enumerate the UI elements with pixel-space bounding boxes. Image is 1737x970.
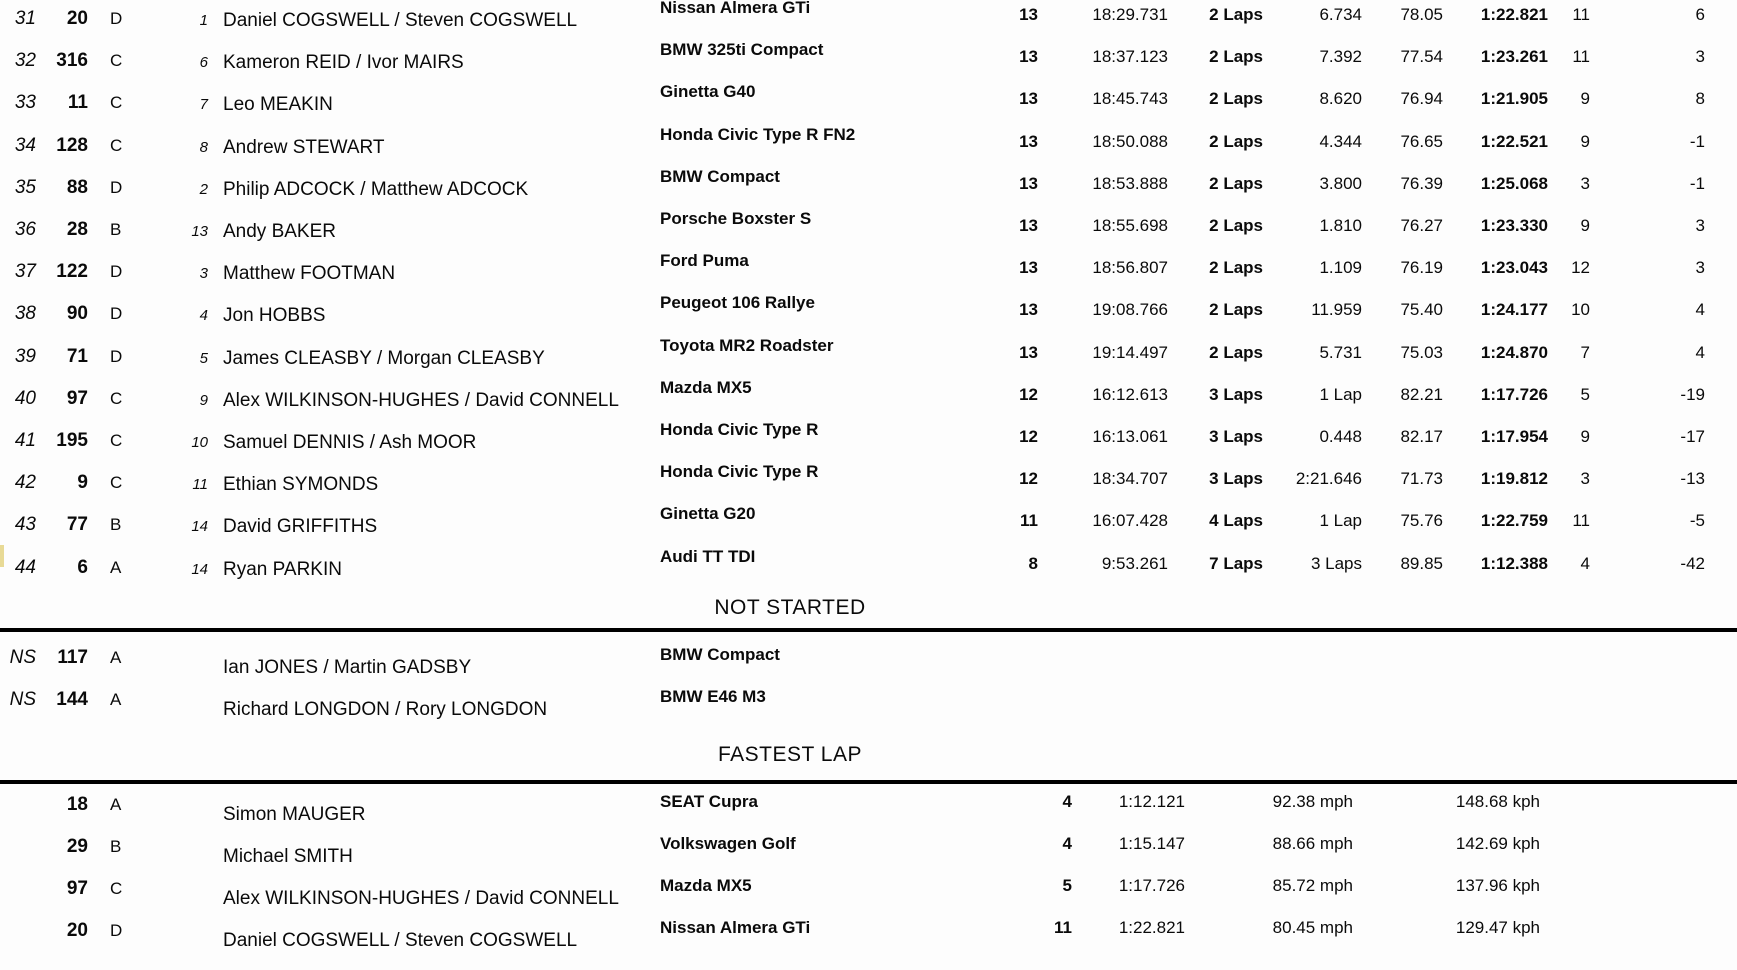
diff-cell: 1.810 [1319,216,1362,235]
class-cell: C [110,389,123,408]
laps-cell: 13 [1019,174,1038,193]
diff-cell: 3 Laps [1310,554,1362,573]
section-divider [0,628,1737,632]
gap-cell: 2 Laps [1209,174,1263,193]
best-lap-on-cell: 5 [1580,385,1590,404]
laps-cell: 12 [1019,385,1038,404]
best-lap-cell: 1:23.043 [1480,258,1548,277]
class-cell: C [110,93,123,112]
laps-cell: 11 [1020,511,1038,530]
laps-cell: 8 [1028,554,1038,573]
total-time-cell: 18:56.807 [1092,258,1168,277]
total-time-cell: 16:07.428 [1092,511,1168,530]
driver-cell: Richard LONGDON / Rory LONGDON [223,699,548,720]
position-cell: 32 [14,50,36,71]
driver-cell: Alex WILKINSON-HUGHES / David CONNELL [223,888,619,909]
laps-cell: 13 [1019,216,1038,235]
gap-cell: 2 Laps [1209,258,1263,277]
class-position-cell: 2 [199,181,208,198]
class-position-cell: 11 [192,476,208,493]
best-lap-cell: 1:19.812 [1480,469,1548,488]
class-cell: B [110,837,122,856]
places-change-cell: 3 [1695,258,1705,277]
position-cell: 36 [14,219,36,240]
diff-cell: 5.731 [1319,343,1362,362]
section-divider [0,780,1737,784]
car-model-cell: Honda Civic Type R [660,420,819,439]
driver-cell: Matthew FOOTMAN [223,263,396,284]
position-cell: 33 [14,92,36,113]
gap-cell: 7 Laps [1209,554,1263,573]
driver-cell: Jon HOBBS [223,305,326,326]
gap-cell: 3 Laps [1209,469,1263,488]
speed-kph-cell: 142.69 kph [1455,834,1540,853]
car-model-cell: Nissan Almera GTi [660,918,811,937]
gap-cell: 2 Laps [1209,343,1263,362]
car-model-cell: Ginetta G40 [660,82,756,101]
speed-cell: 75.03 [1400,343,1443,362]
car-number-cell: 20 [66,8,88,29]
laps-cell: 4 [1062,792,1072,811]
driver-cell: Simon MAUGER [223,804,366,825]
driver-cell: Alex WILKINSON-HUGHES / David CONNELL [223,390,619,411]
speed-kph-cell: 148.68 kph [1455,792,1540,811]
driver-cell: Andy BAKER [223,221,336,242]
diff-cell: 3.800 [1319,174,1362,193]
total-time-cell: 18:34.707 [1092,469,1168,488]
laps-cell: 11 [1054,918,1072,937]
best-lap-on-cell: 10 [1571,300,1590,319]
places-change-cell: 4 [1695,300,1705,319]
car-number-cell: 28 [66,219,88,240]
car-number-cell: 11 [67,92,88,113]
speed-cell: 76.39 [1400,174,1443,193]
car-model-cell: BMW 325ti Compact [660,40,824,59]
car-model-cell: BMW E46 M3 [660,687,766,706]
places-change-cell: -17 [1680,427,1705,446]
gap-cell: 2 Laps [1209,132,1263,151]
best-lap-cell: 1:24.177 [1480,300,1548,319]
speed-cell: 75.76 [1400,511,1443,530]
position-cell: 37 [14,261,36,282]
driver-cell: Leo MEAKIN [223,94,333,115]
position-cell: NS [9,689,36,710]
speed-cell: 76.19 [1400,258,1443,277]
speed-cell: 76.27 [1400,216,1443,235]
driver-cell: Daniel COGSWELL / Steven COGSWELL [223,930,578,951]
total-time-cell: 19:08.766 [1092,300,1168,319]
class-position-cell: 3 [199,265,208,282]
car-model-cell: Peugeot 106 Rallye [660,293,815,312]
laps-cell: 5 [1062,876,1072,895]
places-change-cell: -13 [1680,469,1705,488]
total-time-cell: 18:55.698 [1092,216,1168,235]
car-number-cell: 122 [56,261,88,282]
car-model-cell: Honda Civic Type R [660,462,819,481]
diff-cell: 7.392 [1319,47,1362,66]
car-number-cell: 97 [66,388,88,409]
best-lap-on-cell: 11 [1572,5,1590,24]
gap-cell: 2 Laps [1209,300,1263,319]
diff-cell: 2:21.646 [1295,469,1362,488]
laps-cell: 13 [1019,89,1038,108]
class-position-cell: 7 [199,96,208,113]
position-cell: 41 [14,430,36,451]
best-lap-cell: 1:22.821 [1480,5,1548,24]
position-cell: 35 [14,177,36,198]
car-model-cell: Mazda MX5 [660,876,752,895]
speed-cell: 78.05 [1400,5,1443,24]
car-number-cell: 97 [66,878,88,899]
car-model-cell: Nissan Almera GTi [660,0,811,17]
speed-cell: 89.85 [1400,554,1443,573]
car-number-cell: 9 [77,472,88,493]
diff-cell: 1 Lap [1319,385,1362,404]
car-model-cell: SEAT Cupra [660,792,758,811]
laps-cell: 13 [1019,5,1038,24]
class-cell: A [110,648,122,667]
class-cell: D [110,262,123,281]
driver-cell: Ryan PARKIN [223,559,342,580]
best-lap-cell: 1:23.330 [1480,216,1548,235]
gap-cell: 2 Laps [1209,47,1263,66]
car-model-cell: Porsche Boxster S [660,209,812,228]
class-cell: D [110,9,123,28]
position-cell: 43 [14,514,36,535]
best-lap-on-cell: 4 [1580,554,1590,573]
class-position-cell: 5 [199,350,208,367]
class-cell: C [110,431,123,450]
car-model-cell: Volkswagen Golf [660,834,796,853]
best-lap-cell: 1:25.068 [1480,174,1548,193]
speed-kph-cell: 137.96 kph [1455,876,1540,895]
position-cell: 44 [14,557,36,578]
places-change-cell: -19 [1680,385,1705,404]
driver-cell: Samuel DENNIS / Ash MOOR [223,432,477,453]
class-position-cell: 14 [191,518,208,535]
total-time-cell: 9:53.261 [1101,554,1168,573]
laps-cell: 13 [1019,47,1038,66]
car-number-cell: 195 [56,430,88,451]
places-change-cell: 6 [1695,5,1705,24]
diff-cell: 6.734 [1319,5,1362,24]
speed-cell: 82.21 [1400,385,1443,404]
best-lap-on-cell: 3 [1580,469,1590,488]
car-number-cell: 20 [66,920,88,941]
places-change-cell: -1 [1689,174,1705,193]
position-cell: 42 [14,472,36,493]
lap-time-cell: 1:12.121 [1118,792,1185,811]
car-model-cell: BMW Compact [660,645,780,664]
best-lap-on-cell: 11 [1572,511,1590,530]
places-change-cell: 8 [1695,89,1705,108]
best-lap-on-cell: 12 [1571,258,1590,277]
diff-cell: 8.620 [1319,89,1362,108]
speed-cell: 75.40 [1400,300,1443,319]
speed-mph-cell: 85.72 mph [1272,876,1353,895]
diff-cell: 11.959 [1311,300,1362,319]
position-cell: 39 [14,346,36,367]
class-cell: D [110,921,123,940]
class-cell: D [110,178,123,197]
driver-cell: James CLEASBY / Morgan CLEASBY [223,348,545,369]
total-time-cell: 16:12.613 [1092,385,1168,404]
best-lap-cell: 1:21.905 [1480,89,1548,108]
lap-time-cell: 1:22.821 [1118,918,1185,937]
speed-cell: 77.54 [1400,47,1443,66]
car-model-cell: Honda Civic Type R FN2 [660,125,856,144]
driver-cell: David GRIFFITHS [223,516,378,537]
gap-cell: 3 Laps [1209,427,1263,446]
speed-mph-cell: 88.66 mph [1272,834,1353,853]
best-lap-cell: 1:23.261 [1480,47,1548,66]
laps-cell: 13 [1019,343,1038,362]
gap-cell: 3 Laps [1209,385,1263,404]
class-cell: B [110,220,122,239]
total-time-cell: 18:53.888 [1092,174,1168,193]
class-cell: C [110,473,123,492]
car-number-cell: 117 [57,647,88,668]
total-time-cell: 18:45.743 [1092,89,1168,108]
class-position-cell: 6 [199,54,208,71]
gap-cell: 2 Laps [1209,89,1263,108]
class-cell: A [110,558,122,577]
car-number-cell: 77 [66,514,88,535]
position-cell: 40 [14,388,36,409]
position-cell: 31 [14,8,36,29]
places-change-cell: 3 [1695,47,1705,66]
total-time-cell: 16:13.061 [1092,427,1168,446]
section-title-fastest-lap: FASTEST LAP [718,743,862,766]
class-position-cell: 13 [191,223,208,240]
class-cell: B [110,515,122,534]
diff-cell: 0.448 [1319,427,1362,446]
best-lap-cell: 1:24.870 [1480,343,1548,362]
diff-cell: 4.344 [1319,132,1362,151]
gap-cell: 2 Laps [1209,216,1263,235]
best-lap-on-cell: 3 [1580,174,1590,193]
car-model-cell: Ford Puma [660,251,749,270]
laps-cell: 13 [1019,258,1038,277]
best-lap-cell: 1:22.759 [1480,511,1548,530]
laps-cell: 13 [1019,300,1038,319]
position-cell: NS [9,647,36,668]
gap-cell: 4 Laps [1209,511,1263,530]
speed-cell: 76.65 [1400,132,1443,151]
car-number-cell: 144 [56,689,88,710]
car-number-cell: 316 [56,50,88,71]
gap-cell: 2 Laps [1209,5,1263,24]
car-number-cell: 71 [66,346,88,367]
total-time-cell: 19:14.497 [1092,343,1168,362]
places-change-cell: -1 [1689,132,1705,151]
speed-cell: 71.73 [1400,469,1443,488]
class-cell: D [110,347,123,366]
best-lap-on-cell: 7 [1580,343,1590,362]
lap-time-cell: 1:15.147 [1118,834,1185,853]
places-change-cell: 4 [1695,343,1705,362]
best-lap-cell: 1:17.954 [1480,427,1548,446]
class-position-cell: 10 [191,434,208,451]
car-model-cell: Audi TT TDI [660,547,756,566]
total-time-cell: 18:50.088 [1092,132,1168,151]
car-model-cell: Ginetta G20 [660,504,756,523]
car-number-cell: 29 [66,836,88,857]
car-model-cell: BMW Compact [660,167,780,186]
class-cell: C [110,879,123,898]
driver-cell: Daniel COGSWELL / Steven COGSWELL [223,10,578,31]
best-lap-on-cell: 9 [1580,216,1590,235]
best-lap-on-cell: 9 [1580,89,1590,108]
speed-mph-cell: 80.45 mph [1272,918,1353,937]
class-cell: C [110,136,123,155]
total-time-cell: 18:37.123 [1092,47,1168,66]
speed-cell: 76.94 [1400,89,1443,108]
best-lap-on-cell: 9 [1580,427,1590,446]
car-model-cell: Toyota MR2 Roadster [660,336,834,355]
highlight-mark [0,545,4,567]
laps-cell: 12 [1019,427,1038,446]
car-number-cell: 90 [66,303,88,324]
car-number-cell: 18 [66,794,88,815]
diff-cell: 1 Lap [1319,511,1362,530]
driver-cell: Philip ADCOCK / Matthew ADCOCK [223,179,529,200]
best-lap-cell: 1:12.388 [1480,554,1548,573]
class-cell: A [110,795,122,814]
best-lap-on-cell: 11 [1572,47,1590,66]
best-lap-cell: 1:17.726 [1480,385,1548,404]
position-cell: 38 [14,303,36,324]
class-position-cell: 1 [199,12,208,29]
class-position-cell: 9 [199,392,208,409]
car-number-cell: 128 [56,135,88,156]
position-cell: 34 [14,135,36,156]
total-time-cell: 18:29.731 [1092,5,1168,24]
class-cell: C [110,51,123,70]
places-change-cell: 3 [1695,216,1705,235]
lap-time-cell: 1:17.726 [1118,876,1185,895]
speed-cell: 82.17 [1400,427,1443,446]
laps-cell: 4 [1062,834,1072,853]
laps-cell: 13 [1019,132,1038,151]
car-model-cell: Mazda MX5 [660,378,752,397]
speed-mph-cell: 92.38 mph [1272,792,1353,811]
driver-cell: Ian JONES / Martin GADSBY [223,657,472,678]
places-change-cell: -5 [1689,511,1705,530]
class-position-cell: 8 [199,139,208,156]
class-cell: A [110,690,122,709]
class-position-cell: 14 [191,561,208,578]
driver-cell: Kameron REID / Ivor MAIRS [223,52,464,73]
class-position-cell: 4 [199,307,208,324]
places-change-cell: -42 [1680,554,1705,573]
diff-cell: 1.109 [1319,258,1362,277]
driver-cell: Ethian SYMONDS [223,474,379,495]
best-lap-cell: 1:22.521 [1480,132,1548,151]
section-title-not-started: NOT STARTED [714,596,866,619]
speed-kph-cell: 129.47 kph [1455,918,1540,937]
driver-cell: Andrew STEWART [223,137,385,158]
best-lap-on-cell: 9 [1580,132,1590,151]
laps-cell: 12 [1019,469,1038,488]
car-number-cell: 88 [66,177,88,198]
car-number-cell: 6 [77,557,88,578]
class-cell: D [110,304,123,323]
driver-cell: Michael SMITH [223,846,353,867]
